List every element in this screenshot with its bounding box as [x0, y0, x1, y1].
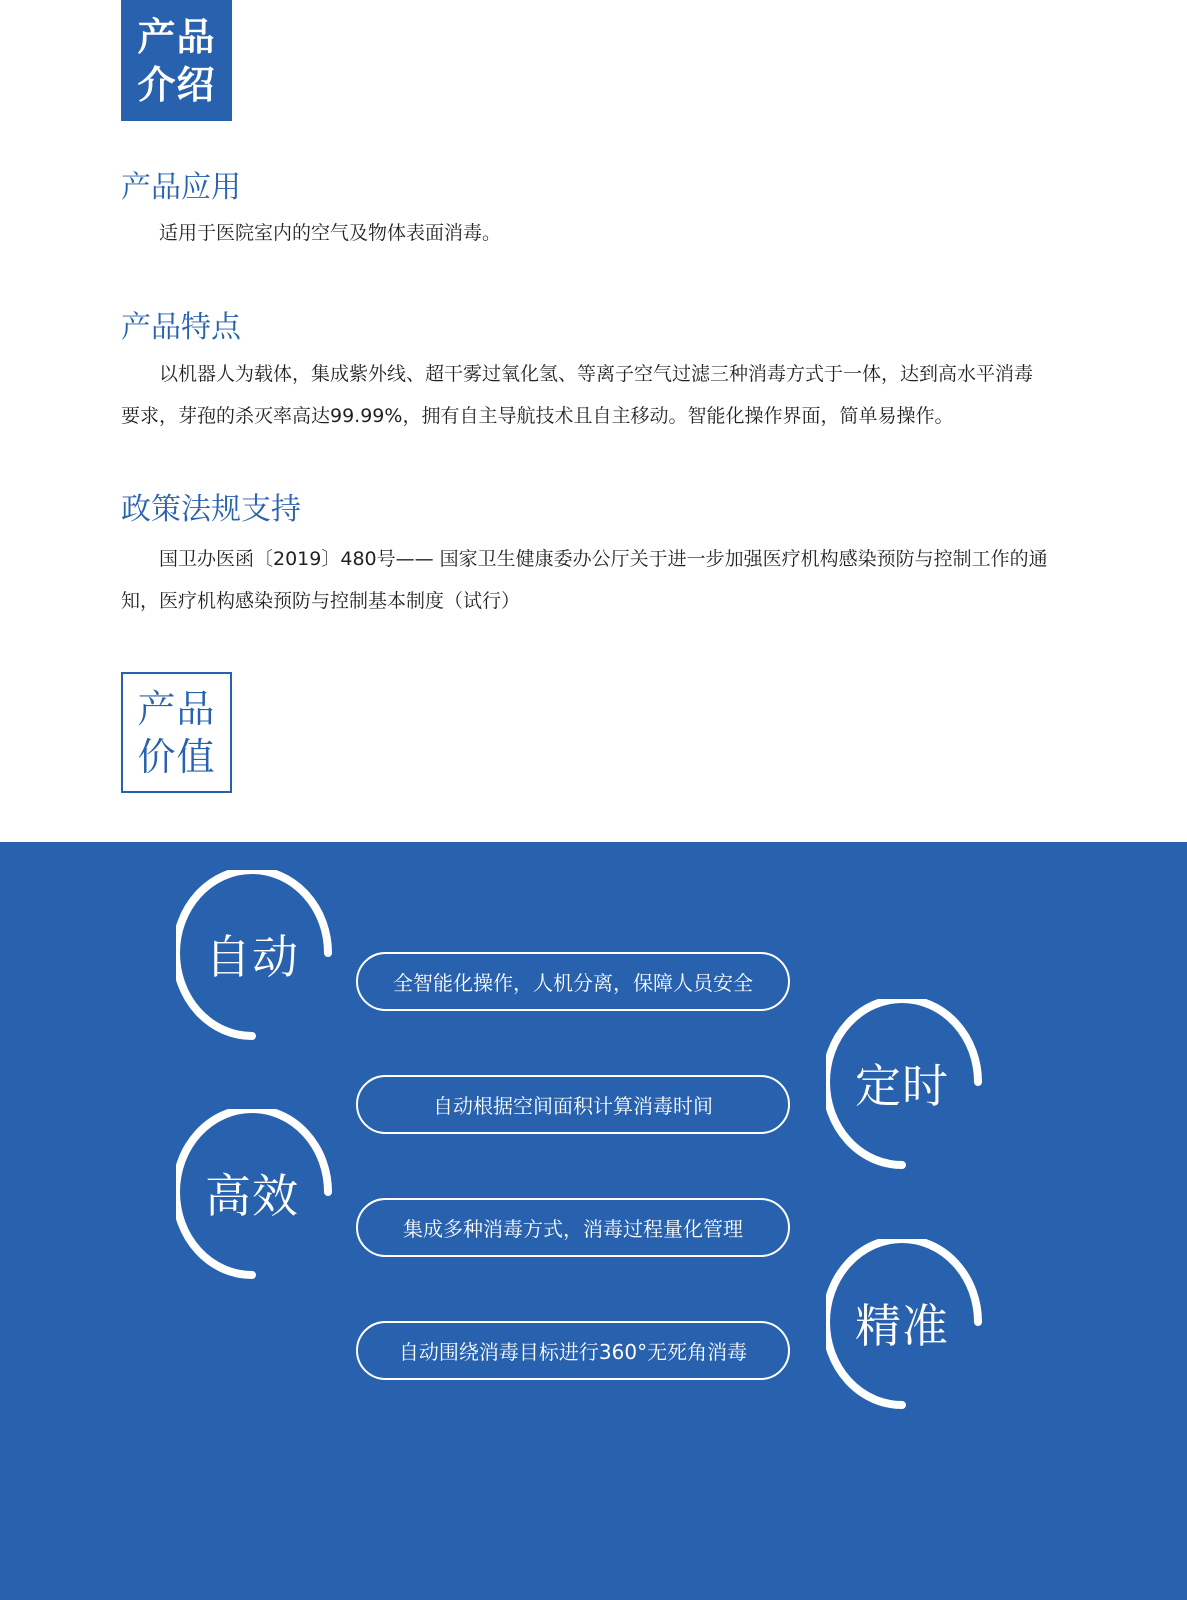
- ring-label: 定时: [855, 1059, 949, 1113]
- ring-timed: [826, 999, 986, 1177]
- section-title-policy: 政策法规支持: [121, 492, 301, 527]
- section-title-application: 产品应用: [121, 170, 241, 205]
- value-pill-safety: 全智能化操作，人机分离，保障人员安全: [356, 952, 790, 1011]
- product-value-badge: [121, 672, 232, 793]
- section-title-features: 产品特点: [121, 310, 241, 345]
- section-text-features: 以机器人为载体，集成紫外线、超干雾过氧化氢、等离子空气过滤三种消毒方式于一体，达到高水平消毒要求，芽孢的杀灭率高达99.99%，拥有自主导航技术且自主移动。智能化操作界面，简单易操作。: [121, 363, 1034, 427]
- ring-auto: [176, 870, 336, 1048]
- badge-line-2: 介绍: [137, 62, 216, 107]
- ring-label: 精准: [855, 1299, 949, 1353]
- ring-label: 高效: [205, 1169, 299, 1223]
- ring-efficient: [176, 1109, 336, 1287]
- value-pill-management: 集成多种消毒方式，消毒过程量化管理: [356, 1198, 790, 1257]
- badge-line-2: 价值: [137, 734, 216, 779]
- ring-precise: [826, 1239, 986, 1417]
- section-text-policy: 国卫办医函〔2019〕480号—— 国家卫生健康委办公厅关于进一步加强医疗机构感染预防与控制工作的通知，医疗机构感染预防与控制基本制度（试行）: [121, 548, 1048, 612]
- product-intro-badge: [121, 0, 232, 121]
- section-text-application: 适用于医院室内的空气及物体表面消毒。: [159, 222, 502, 244]
- value-pill-coverage: 自动围绕消毒目标进行360°无死角消毒: [356, 1321, 790, 1380]
- badge-line-1: 产品: [137, 686, 216, 731]
- value-pill-timing: 自动根据空间面积计算消毒时间: [356, 1075, 790, 1134]
- badge-line-1: 产品: [137, 14, 216, 59]
- ring-label: 自动: [205, 930, 299, 984]
